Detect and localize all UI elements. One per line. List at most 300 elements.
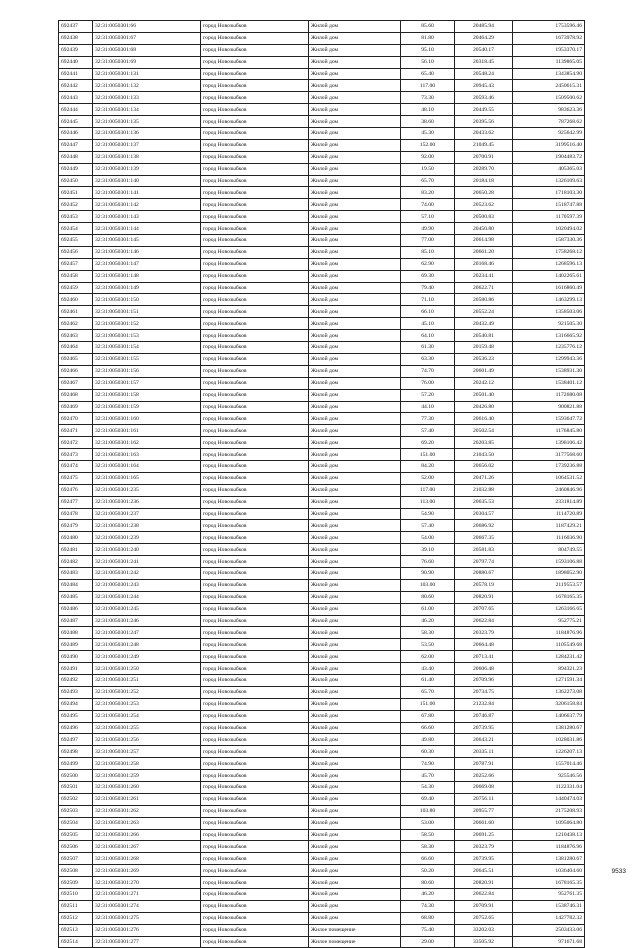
cadastral-value-cell: 1753596.46 bbox=[513, 21, 585, 33]
cadastral-number-cell: 32:31:0050301:266 bbox=[93, 829, 201, 841]
unit-value-cell: 20669.08 bbox=[455, 782, 513, 794]
cadastral-number-cell: 32:31:0050301:245 bbox=[93, 603, 201, 615]
row-number-cell: 692452 bbox=[59, 199, 93, 211]
cadastral-value-cell: 1343854.90 bbox=[513, 68, 585, 80]
locality-cell: город Новозыбков bbox=[201, 889, 309, 901]
object-type-cell: Жилой дом bbox=[309, 187, 401, 199]
table-row bbox=[59, 782, 585, 794]
area-cell: 64.10 bbox=[401, 330, 455, 342]
row-number-cell: 692496 bbox=[59, 722, 93, 734]
unit-value-cell: 20252.66 bbox=[455, 770, 513, 782]
row-number-cell: 692439 bbox=[59, 44, 93, 56]
cadastral-number-cell: 32:31:0050301:158 bbox=[93, 389, 201, 401]
row-number-cell: 692497 bbox=[59, 734, 93, 746]
area-cell: 45.30 bbox=[401, 128, 455, 140]
unit-value-cell: 20643.21 bbox=[455, 734, 513, 746]
unit-value-cell: 21232.84 bbox=[455, 698, 513, 710]
area-cell: 76.00 bbox=[401, 377, 455, 389]
cadastral-number-cell: 32:31:0050301:152 bbox=[93, 318, 201, 330]
object-type-cell: Жилой дом bbox=[309, 128, 401, 140]
object-type-cell: Жилой дом bbox=[309, 223, 401, 235]
cadastral-number-cell: 32:31:0050301:261 bbox=[93, 793, 201, 805]
table-row bbox=[59, 187, 585, 199]
object-type-cell: Жилой дом bbox=[309, 544, 401, 556]
area-cell: 79.40 bbox=[401, 282, 455, 294]
cadastral-number-cell: 32:31:0050301:254 bbox=[93, 710, 201, 722]
area-cell: 69.40 bbox=[401, 793, 455, 805]
cadastral-value-cell: 405365.03 bbox=[513, 163, 585, 175]
row-number-cell: 692499 bbox=[59, 758, 93, 770]
object-type-cell: Жилой дом bbox=[309, 32, 401, 44]
object-type-cell: Жилой дом bbox=[309, 805, 401, 817]
object-type-cell: Жилой дом bbox=[309, 710, 401, 722]
cadastral-number-cell: 32:31:0050301:159 bbox=[93, 401, 201, 413]
cadastral-number-cell: 32:31:0050301:241 bbox=[93, 556, 201, 568]
row-number-cell: 692483 bbox=[59, 567, 93, 579]
object-type-cell: Жилой дом bbox=[309, 460, 401, 472]
locality-cell: город Новозыбков bbox=[201, 163, 309, 175]
cadastral-number-cell: 32:31:0050301:259 bbox=[93, 770, 201, 782]
unit-value-cell: 20536.23 bbox=[455, 353, 513, 365]
area-cell: 39.10 bbox=[401, 544, 455, 556]
unit-value-cell: 20581.83 bbox=[455, 544, 513, 556]
cadastral-number-cell: 32:31:0050301:271 bbox=[93, 889, 201, 901]
object-type-cell: Жилой дом bbox=[309, 413, 401, 425]
table-row bbox=[59, 722, 585, 734]
locality-cell: город Новозыбков bbox=[201, 92, 309, 104]
cadastral-number-cell: 32:31:0050301:160 bbox=[93, 413, 201, 425]
object-type-cell: Жилой дом bbox=[309, 163, 401, 175]
cadastral-value-cell: 1268596.13 bbox=[513, 258, 585, 270]
area-cell: 65.40 bbox=[401, 68, 455, 80]
cadastral-value-cell: 1593647.72 bbox=[513, 413, 585, 425]
area-cell: 74.70 bbox=[401, 365, 455, 377]
area-cell: 57.40 bbox=[401, 520, 455, 532]
area-cell: 117.00 bbox=[401, 80, 455, 92]
unit-value-cell: 20464.29 bbox=[455, 32, 513, 44]
object-type-cell: Жилое помещение bbox=[309, 936, 401, 948]
unit-value-cell: 20432.49 bbox=[455, 318, 513, 330]
row-number-cell: 692470 bbox=[59, 413, 93, 425]
cadastral-number-cell: 32:31:0050301:132 bbox=[93, 80, 201, 92]
cadastral-value-cell: 1028031.86 bbox=[513, 734, 585, 746]
object-type-cell: Жилой дом bbox=[309, 484, 401, 496]
row-number-cell: 692482 bbox=[59, 556, 93, 568]
cadastral-number-cell: 32:31:0050301:162 bbox=[93, 437, 201, 449]
area-cell: 38.60 bbox=[401, 116, 455, 128]
object-type-cell: Жилой дом bbox=[309, 603, 401, 615]
row-number-cell: 692464 bbox=[59, 342, 93, 354]
table-row bbox=[59, 817, 585, 829]
row-number-cell: 692514 bbox=[59, 936, 93, 948]
table-row bbox=[59, 449, 585, 461]
table-row bbox=[59, 353, 585, 365]
table-row bbox=[59, 508, 585, 520]
row-number-cell: 692498 bbox=[59, 746, 93, 758]
cadastral-value-cell: 952775.21 bbox=[513, 615, 585, 627]
unit-value-cell: 20552.24 bbox=[455, 306, 513, 318]
cadastral-value-cell: 1398106.42 bbox=[513, 437, 585, 449]
table-row bbox=[59, 342, 585, 354]
table-row bbox=[59, 163, 585, 175]
cadastral-number-cell: 32:31:0050301:249 bbox=[93, 651, 201, 663]
cadastral-value-cell: 2450615.31 bbox=[513, 80, 585, 92]
cadastral-number-cell: 32:31:0050301:157 bbox=[93, 377, 201, 389]
cadastral-number-cell: 32:31:0050301:165 bbox=[93, 472, 201, 484]
area-cell: 54.30 bbox=[401, 782, 455, 794]
row-number-cell: 692447 bbox=[59, 139, 93, 151]
area-cell: 44.10 bbox=[401, 401, 455, 413]
locality-cell: город Новозыбков bbox=[201, 353, 309, 365]
cadastral-number-cell: 32:31:0050301:145 bbox=[93, 235, 201, 247]
locality-cell: город Новозыбков bbox=[201, 508, 309, 520]
unit-value-cell: 20523.62 bbox=[455, 199, 513, 211]
cadastral-number-cell: 32:31:0050301:140 bbox=[93, 175, 201, 187]
cadastral-number-cell: 32:31:0050301:276 bbox=[93, 924, 201, 936]
row-number-cell: 692506 bbox=[59, 841, 93, 853]
table-row bbox=[59, 496, 585, 508]
area-cell: 57.10 bbox=[401, 211, 455, 223]
area-cell: 71.10 bbox=[401, 294, 455, 306]
locality-cell: город Новозыбков bbox=[201, 841, 309, 853]
object-type-cell: Жилой дом bbox=[309, 116, 401, 128]
cadastral-number-cell: 32:31:0050301:134 bbox=[93, 104, 201, 116]
cadastral-number-cell: 32:31:0050301:252 bbox=[93, 686, 201, 698]
row-number-cell: 692478 bbox=[59, 508, 93, 520]
unit-value-cell: 20709.96 bbox=[455, 674, 513, 686]
table-row bbox=[59, 104, 585, 116]
unit-value-cell: 20606.48 bbox=[455, 663, 513, 675]
area-cell: 95.10 bbox=[401, 44, 455, 56]
area-cell: 69.30 bbox=[401, 270, 455, 282]
locality-cell: город Новозыбков bbox=[201, 246, 309, 258]
row-number-cell: 692512 bbox=[59, 912, 93, 924]
object-type-cell: Жилой дом bbox=[309, 556, 401, 568]
row-number-cell: 692490 bbox=[59, 651, 93, 663]
row-number-cell: 692479 bbox=[59, 520, 93, 532]
object-type-cell: Жилой дом bbox=[309, 377, 401, 389]
row-number-cell: 692443 bbox=[59, 92, 93, 104]
object-type-cell: Жилой дом bbox=[309, 900, 401, 912]
cadastral-value-cell: 1235776.12 bbox=[513, 342, 585, 354]
cadastral-value-cell: 1538401.12 bbox=[513, 377, 585, 389]
area-cell: 103.00 bbox=[401, 579, 455, 591]
cadastral-value-cell: 971671.68 bbox=[513, 936, 585, 948]
object-type-cell: Жилой дом bbox=[309, 829, 401, 841]
table-row bbox=[59, 805, 585, 817]
table-row bbox=[59, 330, 585, 342]
cadastral-number-cell: 32:31:0050301:269 bbox=[93, 865, 201, 877]
area-cell: 74.00 bbox=[401, 199, 455, 211]
object-type-cell: Жилой дом bbox=[309, 841, 401, 853]
object-type-cell: Жилой дом bbox=[309, 853, 401, 865]
table-row bbox=[59, 21, 585, 33]
cadastral-number-cell: 32:31:0050301:250 bbox=[93, 663, 201, 675]
object-type-cell: Жилой дом bbox=[309, 104, 401, 116]
unit-value-cell: 20593.46 bbox=[455, 92, 513, 104]
cadastral-value-cell: 1036404.60 bbox=[513, 865, 585, 877]
row-number-cell: 692481 bbox=[59, 544, 93, 556]
cadastral-number-cell: 32:31:0050301:260 bbox=[93, 782, 201, 794]
cadastral-value-cell: 1557014.46 bbox=[513, 758, 585, 770]
cadastral-value-cell: 921505.30 bbox=[513, 318, 585, 330]
cadastral-number-cell: 32:31:0050301:243 bbox=[93, 579, 201, 591]
object-type-cell: Жилой дом bbox=[309, 389, 401, 401]
cadastral-value-cell: 925546.56 bbox=[513, 770, 585, 782]
cadastral-number-cell: 32:31:0050301:147 bbox=[93, 258, 201, 270]
locality-cell: город Новозыбков bbox=[201, 425, 309, 437]
object-type-cell: Жилой дом bbox=[309, 639, 401, 651]
area-cell: 54.00 bbox=[401, 532, 455, 544]
cadastral-value-cell: 1326109.63 bbox=[513, 175, 585, 187]
unit-value-cell: 20304.57 bbox=[455, 508, 513, 520]
cadastral-value-cell: 1358503.06 bbox=[513, 306, 585, 318]
area-cell: 92.00 bbox=[401, 151, 455, 163]
table-row bbox=[59, 556, 585, 568]
row-number-cell: 692491 bbox=[59, 663, 93, 675]
row-number-cell: 692494 bbox=[59, 698, 93, 710]
row-number-cell: 692462 bbox=[59, 318, 93, 330]
row-number-cell: 692442 bbox=[59, 80, 93, 92]
row-number-cell: 692457 bbox=[59, 258, 93, 270]
cadastral-value-cell: 2460846.96 bbox=[513, 484, 585, 496]
table-row bbox=[59, 829, 585, 841]
area-cell: 77.00 bbox=[401, 235, 455, 247]
row-number-cell: 692472 bbox=[59, 437, 93, 449]
object-type-cell: Жилой дом bbox=[309, 175, 401, 187]
unit-value-cell: 20955.77 bbox=[455, 805, 513, 817]
locality-cell: город Новозыбков bbox=[201, 591, 309, 603]
table-row bbox=[59, 746, 585, 758]
locality-cell: город Новозыбков bbox=[201, 639, 309, 651]
cadastral-number-cell: 32:31:0050301:275 bbox=[93, 912, 201, 924]
area-cell: 83.20 bbox=[401, 187, 455, 199]
locality-cell: город Новозыбков bbox=[201, 924, 309, 936]
object-type-cell: Жилой дом bbox=[309, 520, 401, 532]
locality-cell: город Новозыбков bbox=[201, 579, 309, 591]
cadastral-number-cell: 32:31:0050301:263 bbox=[93, 817, 201, 829]
cadastral-value-cell: 1898052.90 bbox=[513, 567, 585, 579]
cadastral-value-cell: 787268.62 bbox=[513, 116, 585, 128]
table-row bbox=[59, 151, 585, 163]
cadastral-number-cell: 32:31:0050301:240 bbox=[93, 544, 201, 556]
cadastral-value-cell: 804749.55 bbox=[513, 544, 585, 556]
row-number-cell: 692507 bbox=[59, 853, 93, 865]
cadastral-value-cell: 1440474.03 bbox=[513, 793, 585, 805]
locality-cell: город Новозыбков bbox=[201, 817, 309, 829]
locality-cell: город Новозыбков bbox=[201, 782, 309, 794]
area-cell: 49.90 bbox=[401, 223, 455, 235]
unit-value-cell: 20433.62 bbox=[455, 128, 513, 140]
cadastral-number-cell: 32:31:0050301:133 bbox=[93, 92, 201, 104]
locality-cell: город Новозыбков bbox=[201, 556, 309, 568]
unit-value-cell: 20645.51 bbox=[455, 865, 513, 877]
table-row bbox=[59, 318, 585, 330]
locality-cell: город Новозыбков bbox=[201, 342, 309, 354]
cadastral-number-cell: 32:31:0050301:255 bbox=[93, 722, 201, 734]
area-cell: 57.20 bbox=[401, 389, 455, 401]
table-row bbox=[59, 437, 585, 449]
table-row bbox=[59, 841, 585, 853]
locality-cell: город Новозыбков bbox=[201, 532, 309, 544]
area-cell: 151.00 bbox=[401, 449, 455, 461]
locality-cell: город Новозыбков bbox=[201, 746, 309, 758]
table-body bbox=[59, 21, 585, 948]
area-cell: 80.60 bbox=[401, 591, 455, 603]
cadastral-value-cell: 1739236.88 bbox=[513, 460, 585, 472]
row-number-cell: 692486 bbox=[59, 603, 93, 615]
area-cell: 151.00 bbox=[401, 698, 455, 710]
table-row bbox=[59, 639, 585, 651]
area-cell: 76.60 bbox=[401, 556, 455, 568]
locality-cell: город Новозыбков bbox=[201, 365, 309, 377]
cadastral-value-cell: 1678165.35 bbox=[513, 877, 585, 889]
locality-cell: город Новозыбков bbox=[201, 68, 309, 80]
unit-value-cell: 21032.88 bbox=[455, 484, 513, 496]
cadastral-number-cell: 32:31:0050301:246 bbox=[93, 615, 201, 627]
table-row bbox=[59, 793, 585, 805]
area-cell: 74.30 bbox=[401, 900, 455, 912]
row-number-cell: 692474 bbox=[59, 460, 93, 472]
cadastral-value-cell: 1210438.13 bbox=[513, 829, 585, 841]
table-row bbox=[59, 663, 585, 675]
area-cell: 48.10 bbox=[401, 104, 455, 116]
cadastral-number-cell: 32:31:0050301:139 bbox=[93, 163, 201, 175]
area-cell: 67.80 bbox=[401, 710, 455, 722]
locality-cell: город Новозыбков bbox=[201, 223, 309, 235]
object-type-cell: Жилой дом bbox=[309, 294, 401, 306]
area-cell: 77.30 bbox=[401, 413, 455, 425]
unit-value-cell: 20667.35 bbox=[455, 532, 513, 544]
row-number-cell: 692476 bbox=[59, 484, 93, 496]
locality-cell: город Новозыбков bbox=[201, 567, 309, 579]
cadastral-number-cell: 32:31:0050301:268 bbox=[93, 853, 201, 865]
locality-cell: город Новозыбков bbox=[201, 330, 309, 342]
row-number-cell: 692437 bbox=[59, 21, 93, 33]
cadastral-value-cell: 1518747.88 bbox=[513, 199, 585, 211]
row-number-cell: 692501 bbox=[59, 782, 93, 794]
locality-cell: город Новозыбков bbox=[201, 710, 309, 722]
unit-value-cell: 20709.91 bbox=[455, 900, 513, 912]
cadastral-value-cell: 1316665.92 bbox=[513, 330, 585, 342]
object-type-cell: Жилое помещение bbox=[309, 924, 401, 936]
area-cell: 69.20 bbox=[401, 437, 455, 449]
cadastral-value-cell: 1284231.42 bbox=[513, 651, 585, 663]
area-cell: 58.30 bbox=[401, 841, 455, 853]
table-row bbox=[59, 365, 585, 377]
cadastral-number-cell: 32:31:0050301:68 bbox=[93, 44, 201, 56]
locality-cell: город Новозыбков bbox=[201, 770, 309, 782]
object-type-cell: Жилой дом bbox=[309, 663, 401, 675]
area-cell: 90.90 bbox=[401, 567, 455, 579]
table-row bbox=[59, 758, 585, 770]
locality-cell: город Новозыбков bbox=[201, 449, 309, 461]
object-type-cell: Жилой дом bbox=[309, 686, 401, 698]
row-number-cell: 692460 bbox=[59, 294, 93, 306]
area-cell: 117.00 bbox=[401, 484, 455, 496]
object-type-cell: Жилой дом bbox=[309, 793, 401, 805]
object-type-cell: Жилой дом bbox=[309, 92, 401, 104]
unit-value-cell: 20318.45 bbox=[455, 56, 513, 68]
table-row bbox=[59, 235, 585, 247]
object-type-cell: Жилой дом bbox=[309, 330, 401, 342]
cadastral-value-cell: 900821.88 bbox=[513, 401, 585, 413]
unit-value-cell: 20540.81 bbox=[455, 330, 513, 342]
row-number-cell: 692480 bbox=[59, 532, 93, 544]
cadastral-number-cell: 32:31:0050301:148 bbox=[93, 270, 201, 282]
table-row bbox=[59, 770, 585, 782]
cadastral-number-cell: 32:31:0050301:138 bbox=[93, 151, 201, 163]
area-cell: 45.70 bbox=[401, 770, 455, 782]
cadastral-value-cell: 1381280.67 bbox=[513, 722, 585, 734]
cadastral-number-cell: 32:31:0050301:267 bbox=[93, 841, 201, 853]
cadastral-value-cell: 1176845.80 bbox=[513, 425, 585, 437]
object-type-cell: Жилой дом bbox=[309, 889, 401, 901]
area-cell: 74.90 bbox=[401, 758, 455, 770]
unit-value-cell: 20426.80 bbox=[455, 401, 513, 413]
locality-cell: город Новозыбков bbox=[201, 603, 309, 615]
unit-value-cell: 20540.17 bbox=[455, 44, 513, 56]
row-number-cell: 692503 bbox=[59, 805, 93, 817]
cadastral-number-cell: 32:31:0050301:135 bbox=[93, 116, 201, 128]
table-row bbox=[59, 698, 585, 710]
area-cell: 66.10 bbox=[401, 306, 455, 318]
table-row bbox=[59, 175, 585, 187]
table-row bbox=[59, 223, 585, 235]
locality-cell: город Новозыбков bbox=[201, 187, 309, 199]
object-type-cell: Жилой дом bbox=[309, 282, 401, 294]
locality-cell: город Новозыбков bbox=[201, 270, 309, 282]
row-number-cell: 692502 bbox=[59, 793, 93, 805]
unit-value-cell: 20656.02 bbox=[455, 460, 513, 472]
unit-value-cell: 20700.91 bbox=[455, 151, 513, 163]
object-type-cell: Жилой дом bbox=[309, 532, 401, 544]
cadastral-number-cell: 32:31:0050301:161 bbox=[93, 425, 201, 437]
cadastral-number-cell: 32:31:0050301:153 bbox=[93, 330, 201, 342]
object-type-cell: Жилой дом bbox=[309, 817, 401, 829]
object-type-cell: Жилой дом bbox=[309, 353, 401, 365]
cadastral-number-cell: 32:31:0050301:136 bbox=[93, 128, 201, 140]
object-type-cell: Жилой дом bbox=[309, 508, 401, 520]
area-cell: 80.60 bbox=[401, 877, 455, 889]
area-cell: 113.00 bbox=[401, 496, 455, 508]
row-number-cell: 692493 bbox=[59, 686, 93, 698]
locality-cell: город Новозыбков bbox=[201, 56, 309, 68]
object-type-cell: Жилой дом bbox=[309, 865, 401, 877]
row-number-cell: 692465 bbox=[59, 353, 93, 365]
locality-cell: город Новозыбков bbox=[201, 877, 309, 889]
row-number-cell: 692487 bbox=[59, 615, 93, 627]
row-number-cell: 692467 bbox=[59, 377, 93, 389]
cadastral-number-cell: 32:31:0050301:238 bbox=[93, 520, 201, 532]
row-number-cell: 692489 bbox=[59, 639, 93, 651]
table-row bbox=[59, 460, 585, 472]
cadastral-value-cell: 1381280.67 bbox=[513, 853, 585, 865]
table-row bbox=[59, 853, 585, 865]
area-cell: 84.20 bbox=[401, 460, 455, 472]
object-type-cell: Жилой дом bbox=[309, 758, 401, 770]
cadastral-value-cell: 1616860.49 bbox=[513, 282, 585, 294]
locality-cell: город Новозыбков bbox=[201, 306, 309, 318]
area-cell: 66.60 bbox=[401, 722, 455, 734]
area-cell: 62.00 bbox=[401, 651, 455, 663]
cadastral-value-cell: 983623.36 bbox=[513, 104, 585, 116]
cadastral-value-cell: 1678165.35 bbox=[513, 591, 585, 603]
unit-value-cell: 20707.65 bbox=[455, 603, 513, 615]
unit-value-cell: 33202.03 bbox=[455, 924, 513, 936]
table-row bbox=[59, 579, 585, 591]
unit-value-cell: 20502.54 bbox=[455, 425, 513, 437]
